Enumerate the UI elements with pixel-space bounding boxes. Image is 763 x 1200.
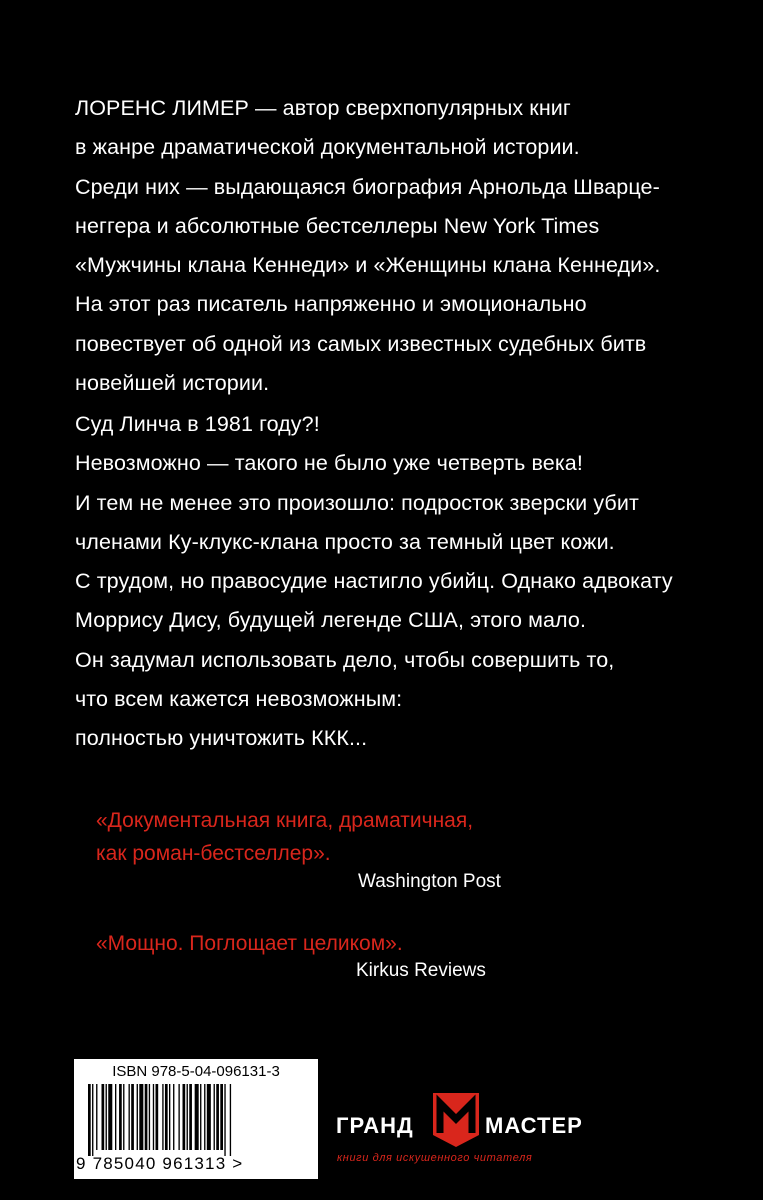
author-bio-line: новейшей истории. <box>75 371 270 396</box>
barcode-bar <box>102 1084 105 1150</box>
author-bio <box>75 89 715 403</box>
synopsis-line: Моррису Дису, будущей легенде США, этого мало. <box>75 608 587 633</box>
barcode-bar <box>108 1084 112 1150</box>
barcode-digits: 9 785040 961313 > <box>76 1154 244 1173</box>
quote-text: как роман-бестселлер». <box>96 842 331 865</box>
barcode-bar <box>169 1084 170 1150</box>
barcode-bar <box>92 1084 93 1156</box>
barcode-bar <box>96 1084 97 1150</box>
synopsis-line: что всем кажется невозможным: <box>75 687 403 712</box>
barcode-bar <box>230 1084 231 1156</box>
barcode-bars <box>88 1084 278 1156</box>
isbn-number: ISBN 978-5-04-096131-3 <box>112 1063 280 1080</box>
barcode-bar <box>137 1084 138 1150</box>
barcode-bar <box>115 1084 116 1150</box>
barcode-bar <box>153 1084 154 1150</box>
author-bio-line: ЛОРЕНС ЛИМЕР — автор сверхпопулярных книг <box>75 96 571 120</box>
barcode-bar <box>106 1084 107 1150</box>
synopsis <box>75 405 715 759</box>
author-bio-line: «Мужчины клана Кеннеди» и «Женщины клана Кеннеди». <box>75 253 661 278</box>
publisher-emblem-icon <box>431 1091 481 1149</box>
barcode-bar <box>129 1084 130 1150</box>
barcode-bar <box>204 1084 205 1150</box>
isbn-barcode <box>73 1058 319 1180</box>
barcode-bar <box>224 1084 225 1156</box>
review-quote <box>96 804 501 893</box>
synopsis-line: членами Ку-клукс-клана просто за темный цвет кожи. <box>75 529 615 554</box>
synopsis-line: Он задумал использовать дело, чтобы совершить то, <box>75 647 615 672</box>
barcode-bar <box>183 1084 186 1150</box>
synopsis-line: полностью уничтожить ККК... <box>75 726 368 751</box>
barcode-bar <box>165 1084 168 1150</box>
publisher-tagline: книги для искушенного читателя <box>337 1152 533 1164</box>
barcode-bar <box>173 1084 174 1150</box>
quote-source: Washington Post <box>358 871 501 892</box>
barcode-bar <box>220 1084 223 1150</box>
barcode-bar <box>195 1084 199 1150</box>
author-bio-line: На этот раз писатель напряженно и эмоционально <box>75 292 587 317</box>
barcode-bar <box>178 1084 179 1150</box>
barcode-bar <box>149 1084 150 1150</box>
publisher-name-left: ГРАНД <box>336 1113 414 1138</box>
barcode-bar <box>200 1084 201 1150</box>
barcode-bar <box>162 1084 163 1150</box>
quote-source: Kirkus Reviews <box>356 960 486 981</box>
review-quote <box>96 927 486 982</box>
synopsis-line: Невозможно — такого не было уже четверть века! <box>75 451 583 476</box>
barcode-bar <box>145 1084 148 1150</box>
barcode-bar <box>189 1084 192 1150</box>
publisher-logo <box>336 1091 596 1171</box>
barcode-bar <box>131 1084 134 1150</box>
synopsis-line: И тем не менее это произошло: подросток зверски убит <box>75 490 639 515</box>
author-bio-line: повествует об одной из самых известных судебных битв <box>75 331 647 356</box>
barcode-bar <box>123 1084 124 1150</box>
author-bio-line: неггера и абсолютные бестселлеры New York Times <box>75 213 600 238</box>
barcode-bar <box>214 1084 215 1150</box>
synopsis-line: С трудом, но правосудие настигло убийц. Однако адвокату <box>75 569 673 594</box>
barcode-bar <box>207 1084 211 1150</box>
barcode-bar <box>119 1084 122 1150</box>
publisher-name-right: МАСТЕР <box>485 1113 583 1138</box>
synopsis-line: Суд Линча в 1981 году?! <box>75 412 320 436</box>
barcode-bar <box>156 1084 159 1150</box>
barcode-bar <box>216 1084 219 1150</box>
author-bio-line: в жанре драматической документальной истории. <box>75 135 580 160</box>
quote-text: «Мощно. Поглощает целиком». <box>96 932 403 955</box>
barcode-bar <box>187 1084 188 1150</box>
barcode-bar <box>88 1084 91 1156</box>
author-bio-line: Среди них — выдающаяся биография Арнольда Шварце- <box>75 174 660 199</box>
quote-text: «Документальная книга, драматичная, <box>96 809 474 832</box>
barcode-bar <box>139 1084 143 1150</box>
